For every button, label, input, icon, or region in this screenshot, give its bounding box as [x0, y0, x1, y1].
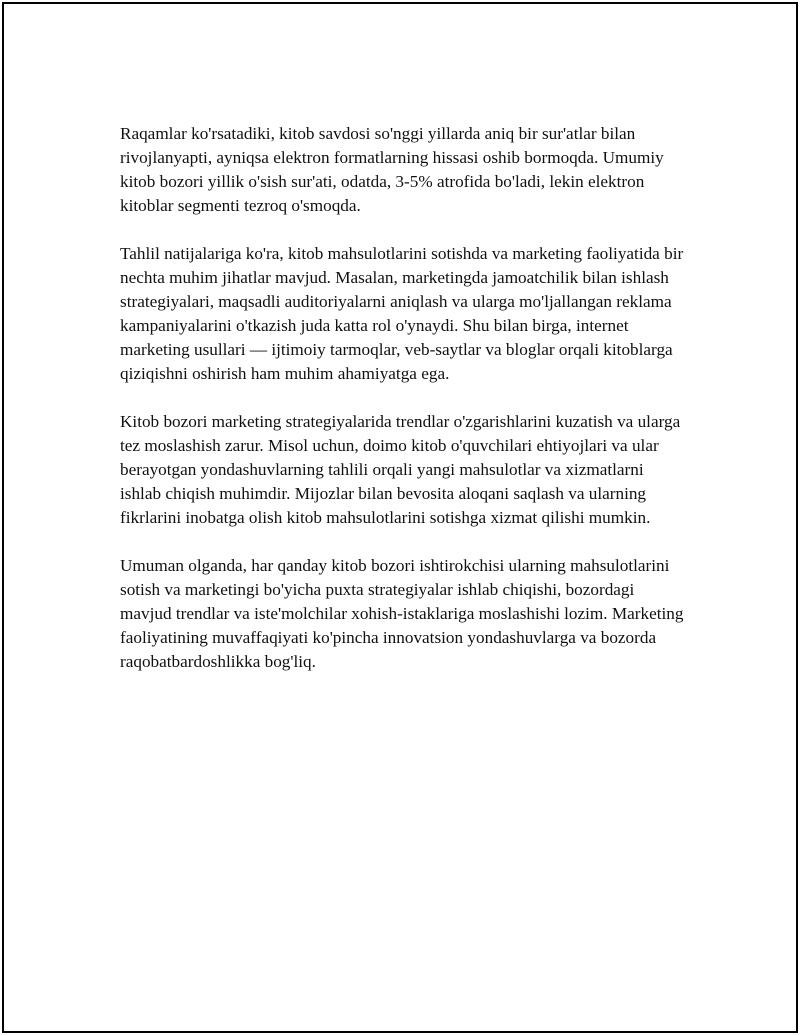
paragraph-4: Umuman olganda, har qanday kitob bozori ishtirokchisi ularning mahsulotlarini sotish va marketingi bo'yicha puxta strategiyalar ishlab chiqishi, bozordagi mavjud trendlar va iste'molchilar xohish-istaklariga moslashishi lozim. Marketing faoliyatining muvaffaqiyati ko'pincha innovatsion yondashuvlarga va bozorda raqobatbardoshlikka bog'liq. — [120, 556, 684, 671]
document-page — [2, 2, 798, 1033]
paragraph-2: Tahlil natijalariga ko'ra, kitob mahsulotlarini sotishda va marketing faoliyatida bir nechta muhim jihatlar mavjud. Masalan, marketingda jamoatchilik bilan ishlash strategiyalari, maqsadli auditoriyalarni aniqlash va ularga mo'ljallangan reklama kampaniyalarini o'tkazish juda katta rol o'ynaydi. Shu bilan birga, internet marketing usullari — ijtimoiy tarmoqlar, veb-saytlar va bloglar orqali kitoblarga qiziqishni oshirish ham muhim ahamiyatga ega. — [120, 244, 684, 383]
paragraph-3: Kitob bozori marketing strategiyalarida trendlar o'zgarishlarini kuzatish va ularga tez moslashish zarur. Misol uchun, doimo kitob o'quvchilari ehtiyojlari va ular berayotgan yondashuvlarning tahlili orqali yangi mahsulotlar va xizmatlarni ishlab chiqish muhimdir. Mijozlar bilan bevosita aloqani saqlash va ularning fikrlarini inobatga olish kitob mahsulotlarini sotishga xizmat qilishi mumkin. — [120, 412, 681, 527]
document-body — [120, 122, 686, 698]
paragraph-1: Raqamlar ko'rsatadiki, kitob savdosi so'nggi yillarda aniq bir sur'atlar bilan rivojlanyapti, ayniqsa elektron formatlarning hissasi oshib bormoqda. Umumiy kitob bozori yillik o'sish sur'ati, odatda, 3-5% atrofida bo'ladi, lekin elektron kitoblar segmenti tezroq o'smoqda. — [120, 124, 664, 215]
